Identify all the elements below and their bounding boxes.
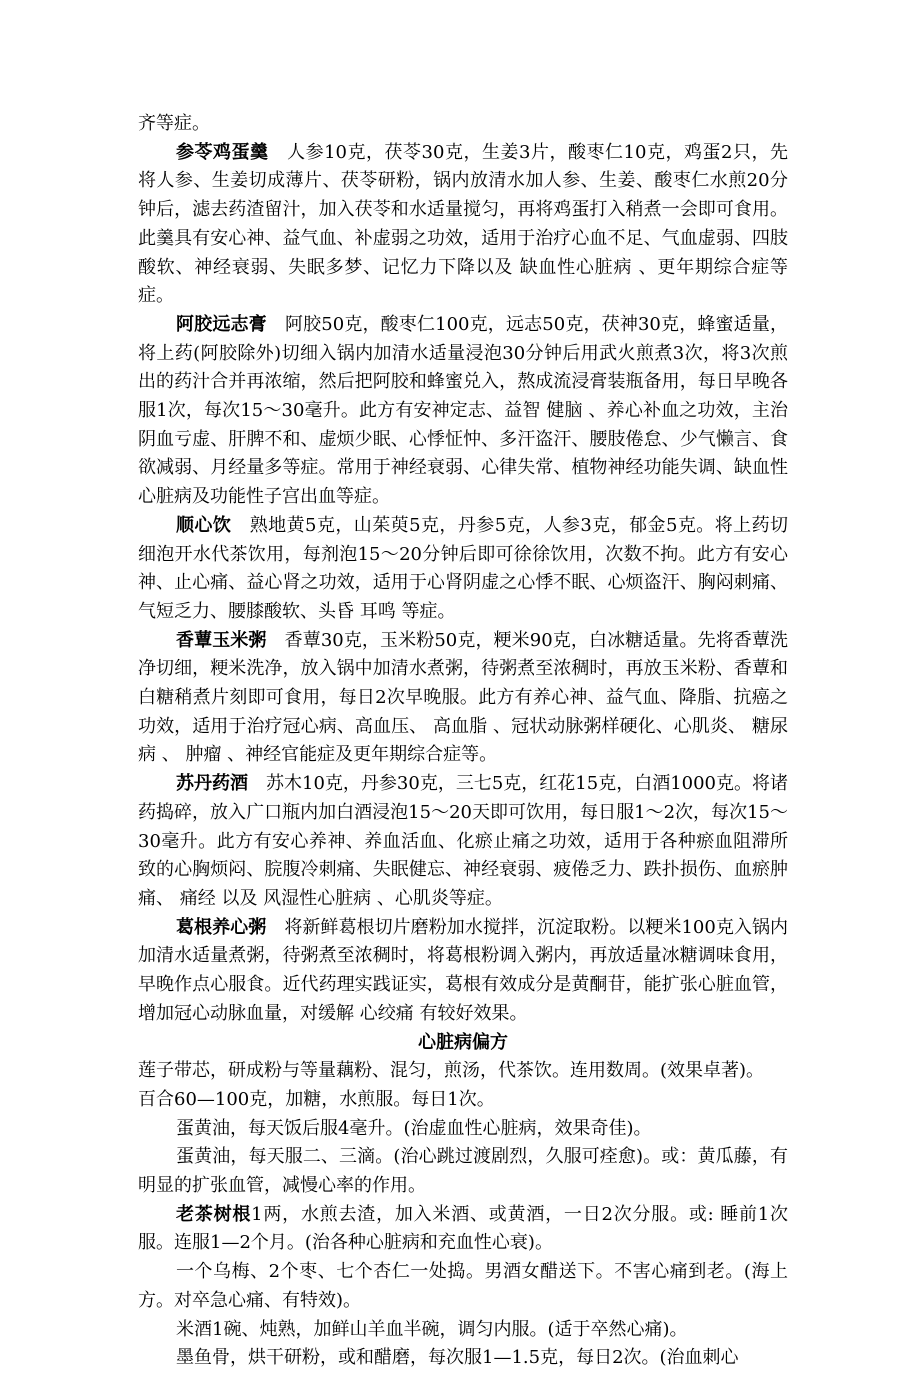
recipe-text: 苏木10克，丹参30克，三七5克，红花15克，白酒1000克。将诸药捣碎，放入广口瓶内加白酒浸泡15～20天即可饮用，每日服1～2次，每次15～30毫升。此方有安心养神、养血活血、化瘀止痛之功效，适用于各种瘀血阻滞所致的心胸烦闷、脘腹冷刺痛、失眠健忘、神经衰弱、疲倦乏力、跌扑损伤、血瘀肿痛、 痛经 以及 风湿性心脏病 、心肌炎等症。 — [138, 773, 789, 909]
remedy-text: 百合60—100克，加糖，水煎服。每日1次。 — [138, 1088, 495, 1110]
remedy-text: 墨鱼骨，烘干研粉，或和醋磨，每次服1—1.5克，每日2次。(治血刺心 — [176, 1347, 739, 1369]
remedy-text: 1两，水煎去渣，加入米酒、或黄酒，一日2次分服。或: 睡前1次服。连服1—2个月。(治各种心脏病和充血性心衰)。 — [138, 1203, 789, 1254]
remedy-text: 米酒1碗、炖熟，加鲜山羊血半碗，调匀内服。(适于卒然心痛)。 — [176, 1318, 688, 1340]
remedy-3 — [138, 1143, 788, 1200]
remedy-text: 一个乌梅、2个枣、七个杏仁一处捣。男酒女醋送下。不害心痛到老。(海上方。对卒急心痛、有特效)。 — [138, 1261, 788, 1311]
recipe-title: 苏丹药酒 — [176, 773, 249, 795]
section-title: 心脏病偏方 — [418, 1031, 508, 1053]
remedy-7 — [138, 1344, 788, 1373]
recipe-text: 将新鲜葛根切片磨粉加水搅拌，沉淀取粉。以粳米100克入锅内加清水适量煮粥，待粥煮至浓稠时，将葛根粉调入粥内，再放适量冰糖调味食用，早晚作点心服食。近代药理实践证实，葛根有效成分是黄酮苷，能扩张心脏血管，增加冠心动脉血量，对缓解 心绞痛 有较好效果。 — [138, 916, 789, 1024]
remedy-1 — [138, 1086, 788, 1115]
remedy-0 — [138, 1057, 788, 1086]
remedy-6 — [138, 1316, 788, 1345]
recipe-title: 葛根养心粥 — [176, 916, 267, 938]
paragraph-0 — [138, 110, 788, 139]
paragraph-text: 齐等症。 — [138, 113, 210, 134]
recipe-text: 阿胶50克，酸枣仁100克，远志50克，茯神30克，蜂蜜适量，将上药(阿胶除外)切细入锅内加清水适量浸泡30分钟后用武火煎煮3次，将3次煎出的药汁合并再浓缩，然后把阿胶和蜂蜜兑入，熬成流浸膏装瓶备用，每日早晚各服1次，每次15～30毫升。此方有安神定志、益智 健脑 、养心补血之功效，主治阴血亏虚、肝脾不和、虚烦少眠、心悸怔忡、多汗盗汗、腰肢倦怠、少气懒言、食欲减弱、月经量多等症。常用于神经衰弱、心律失常、植物神经功能失调、缺血性心脏病及功能性子宫出血等症。 — [138, 313, 788, 508]
remedy-5 — [138, 1258, 788, 1315]
recipe-xiang-xun-yu-mi-zhou — [138, 627, 788, 771]
remedy-text: 蛋黄油，每天饭后服4毫升。(治虚血性心脏病，效果奇佳)。 — [176, 1117, 652, 1139]
recipe-text: 熟地黄5克，山茱萸5克，丹参5克，人参3克，郁金5克。将上药切细泡开水代茶饮用，每剂泡15～20分钟后即可徐徐饮用，次数不拘。此方有安心神、止心痛、益心肾之功效，适用于心肾阴虚之心悸不眠、心烦盗汗、胸闷刺痛、气短乏力、腰膝酸软、头昏 耳鸣 等症。 — [138, 514, 789, 622]
recipe-title: 顺心饮 — [176, 514, 232, 536]
recipe-shen-ling-ji-dan-geng — [138, 139, 788, 311]
recipe-shun-xin-yin — [138, 512, 788, 627]
remedy-2 — [138, 1115, 788, 1144]
remedy-text: 莲子带芯，研成粉与等量藕粉、混匀，煎汤，代茶饮。连用数周。(效果卓著)。 — [138, 1060, 765, 1082]
recipe-title: 香蕈玉米粥 — [176, 629, 267, 651]
recipe-title: 阿胶远志膏 — [176, 313, 267, 335]
remedy-title: 老茶树根 — [176, 1203, 252, 1225]
remedy-4 — [138, 1201, 788, 1258]
recipe-su-dan-yao-jiu — [138, 770, 788, 914]
recipe-text: 香蕈30克，玉米粉50克，粳米90克，白冰糖适量。先将香蕈洗净切细，粳米洗净，放入锅中加清水煮粥，待粥煮至浓稠时，再放玉米粉、香蕈和白糖稍煮片刻即可食用，每日2次早晚服。此方有养心神、益气血、降脂、抗癌之功效，适用于治疗冠心病、高血压、 高血脂 、冠状动脉粥样硬化、心肌炎、 糖尿 病 、 肿瘤 、神经官能症及更年期综合症等。 — [138, 629, 788, 766]
recipe-title: 参苓鸡蛋羹 — [176, 141, 269, 163]
document-body — [138, 110, 788, 1373]
recipe-e-jiao-yuan-zhi-gao — [138, 311, 788, 512]
remedy-text: 蛋黄油，每天服二、三滴。(治心跳过渡剧烈，久服可痊愈)。或：黄瓜藤，有明显的扩张血管，减慢心率的作用。 — [138, 1146, 788, 1197]
recipe-ge-gen-yang-xin-zhou — [138, 914, 788, 1029]
recipe-text: 人参10克，茯苓30克，生姜3片，酸枣仁10克，鸡蛋2只，先将人参、生姜切成薄片、茯苓研粉，锅内放清水加人参、生姜、酸枣仁水煎20分钟后，滤去药渣留汁，加入茯苓和水适量搅匀，再将鸡蛋打入稍煮一会即可食用。此羹具有安心神、益气血、补虚弱之功效，适用于治疗心血不足、气血虚弱、四肢酸软、神经衰弱、失眠多梦、记忆力下降以及 缺血性心脏病 、更年期综合症等症。 — [138, 141, 788, 307]
